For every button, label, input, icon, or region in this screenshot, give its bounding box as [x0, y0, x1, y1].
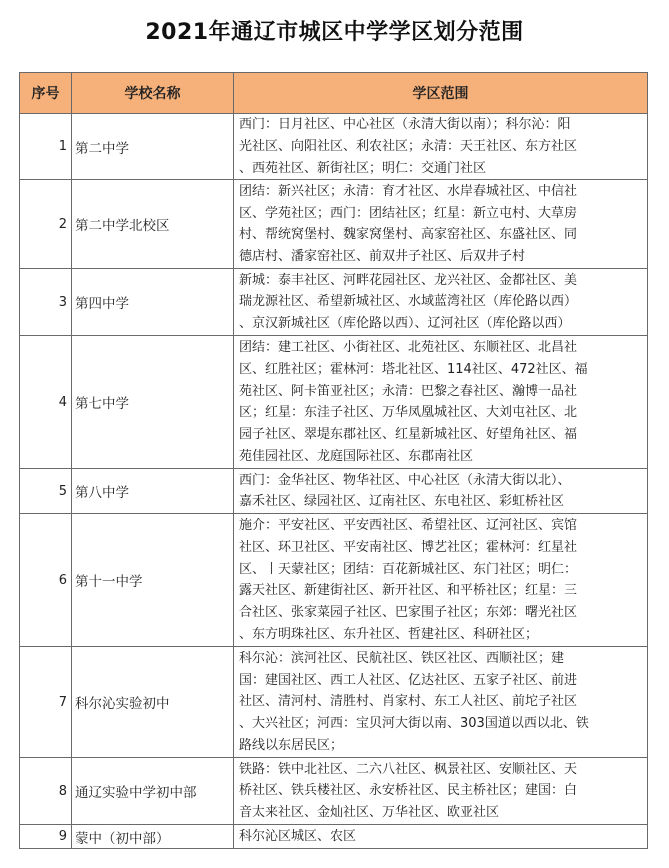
district-range-line: 西门：日月社区、中心社区（永清大街以南）；科尔沁：阳: [239, 117, 571, 132]
table-row: [20, 825, 648, 849]
row-number: 9: [20, 825, 72, 849]
district-range-line: 苑社区、阿卡笛亚社区；永清：巴黎之春社区、瀚博一品社: [239, 383, 578, 399]
row-number: 2: [20, 180, 72, 269]
table-header-row: [20, 73, 648, 114]
district-range-line: 音太来社区、金灿社区、万华社区、欧亚社区: [239, 805, 500, 821]
table-row: [20, 647, 648, 758]
district-range-line: 路线以东居民区；: [239, 738, 344, 754]
district-range: [234, 336, 648, 469]
district-range-line: 区、丨天蒙社区；团结：百花新城社区、东门社区；明仁：: [239, 561, 578, 577]
table-row: [20, 114, 648, 180]
school-name: 第八中学: [72, 469, 234, 514]
district-range: [234, 469, 648, 514]
row-number: 8: [20, 758, 72, 825]
district-range: [234, 758, 648, 825]
district-range-line: 西门：金华社区、物华社区、中心社区（永清大街以北）、: [239, 472, 571, 488]
district-range-line: 社区、清河村、清胜村、肖家村、东工人社区、前坨子社区: [239, 694, 578, 710]
school-name: 蒙中（初中部）: [72, 825, 234, 849]
district-range-line: 苑佳园社区、龙庭国际社区、东郡南社区: [239, 448, 474, 464]
district-range: [234, 647, 648, 758]
district-range-line: 露天社区、新建街社区、新开社区、和平桥社区；红星：三: [239, 583, 578, 599]
district-range-line: 桥社区、铁兵楼社区、永安桥社区、民主桥社区；建国：白: [239, 783, 578, 799]
district-range-line: 国：建国社区、西工人社区、亿达社区、五家子社区、前进: [239, 672, 578, 688]
table-row: [20, 336, 648, 469]
district-range-line: 区、学苑社区；西门：团结社区；红星：新立屯村、大草房: [239, 205, 578, 221]
district-range-line: 、京汉新城社区（库伦路以西）、辽河社区（库伦路以西）: [239, 316, 571, 332]
district-range-line: 新城：泰丰社区、河畔花园社区、龙兴社区、金都社区、美: [239, 272, 578, 288]
district-range-line: 嘉禾社区、绿园社区、辽南社区、东电社区、彩虹桥社区: [239, 494, 565, 510]
district-range-line: 村、帮统窝堡村、魏家窝堡村、高家窑社区、东盛社区、同: [239, 227, 578, 243]
district-range-line: 区、红胜社区；霍林河：塔北社区、114社区、472社区、福: [239, 361, 588, 377]
school-name: 通辽实验中学初中部: [72, 758, 234, 825]
district-range-line: 瑞龙源社区、希望新城社区、水域蓝湾社区（库伦路以西）: [239, 294, 578, 310]
row-number: 1: [20, 114, 72, 180]
page-title: 2021年通辽市城区中学学区划分范围: [145, 20, 524, 45]
district-range: [234, 114, 648, 180]
table-row: [20, 514, 648, 647]
school-name: 第四中学: [72, 269, 234, 336]
header-range: 学区范围: [234, 73, 648, 114]
table-row: [20, 469, 648, 514]
school-name: 第十一中学: [72, 514, 234, 647]
table-row: [20, 180, 648, 269]
district-range-line: 区；红星：东洼子社区、万华凤凰城社区、大刘屯社区、北: [239, 405, 578, 421]
row-number: 5: [20, 469, 72, 514]
district-range-line: 德店村、潘家窑社区、前双井子社区、后双井子村: [239, 249, 526, 265]
header-school: 学校名称: [72, 73, 234, 114]
school-name: 第七中学: [72, 336, 234, 469]
table-row: [20, 269, 648, 336]
district-range-line: 施介：平安社区、平安西社区、希望社区、辽河社区、宾馆: [239, 518, 578, 533]
district-range: [234, 825, 648, 849]
district-range-line: 铁路：铁中北社区、二六八社区、枫景社区、安顺社区、天: [239, 761, 578, 777]
header-no: 序号: [20, 73, 72, 114]
district-range-line: 合社区、张家菜园子社区、巴家围子社区；东郊：曙光社区: [239, 605, 578, 621]
table-body: [20, 114, 648, 849]
district-range-line: 、西苑社区、新街社区；明仁：交通门社区: [239, 160, 487, 176]
table-row: [20, 758, 648, 825]
district-range-line: 社区、环卫社区、平安南社区、博艺社区；霍林河：红星社: [239, 539, 578, 555]
school-name: 第二中学: [72, 114, 234, 180]
district-range-line: 团结：建工社区、小街社区、北苑社区、东顺社区、北昌社: [239, 340, 578, 355]
district-range: [234, 180, 648, 269]
district-range-line: 、东方明珠社区、东升社区、哲建社区、科研社区；: [239, 626, 539, 642]
district-range-line: 光社区、向阳社区、利农社区；永清：天王社区、东方社区: [239, 138, 578, 154]
district-range-line: 科尔沁区城区、农区: [239, 828, 357, 844]
district-range: [234, 269, 648, 336]
district-range-line: 科尔沁：滨河社区、民航社区、铁区社区、西顺社区；建: [239, 650, 565, 666]
school-name: 第二中学北校区: [72, 180, 234, 269]
school-name: 科尔沁实验初中: [72, 647, 234, 758]
district-range: [234, 514, 648, 647]
district-range-line: 团结：新兴社区；永清：育才社区、水岸春城社区、中信社: [239, 183, 578, 199]
row-number: 6: [20, 514, 72, 647]
district-range-line: 园子社区、翠堤东郡社区、红星新城社区、好望角社区、福: [239, 427, 578, 443]
district-range-line: 、大兴社区；河西：宝贝河大街以南、303国道以西以北、铁: [239, 716, 589, 732]
row-number: 7: [20, 647, 72, 758]
row-number: 4: [20, 336, 72, 469]
row-number: 3: [20, 269, 72, 336]
district-table: [19, 72, 648, 849]
